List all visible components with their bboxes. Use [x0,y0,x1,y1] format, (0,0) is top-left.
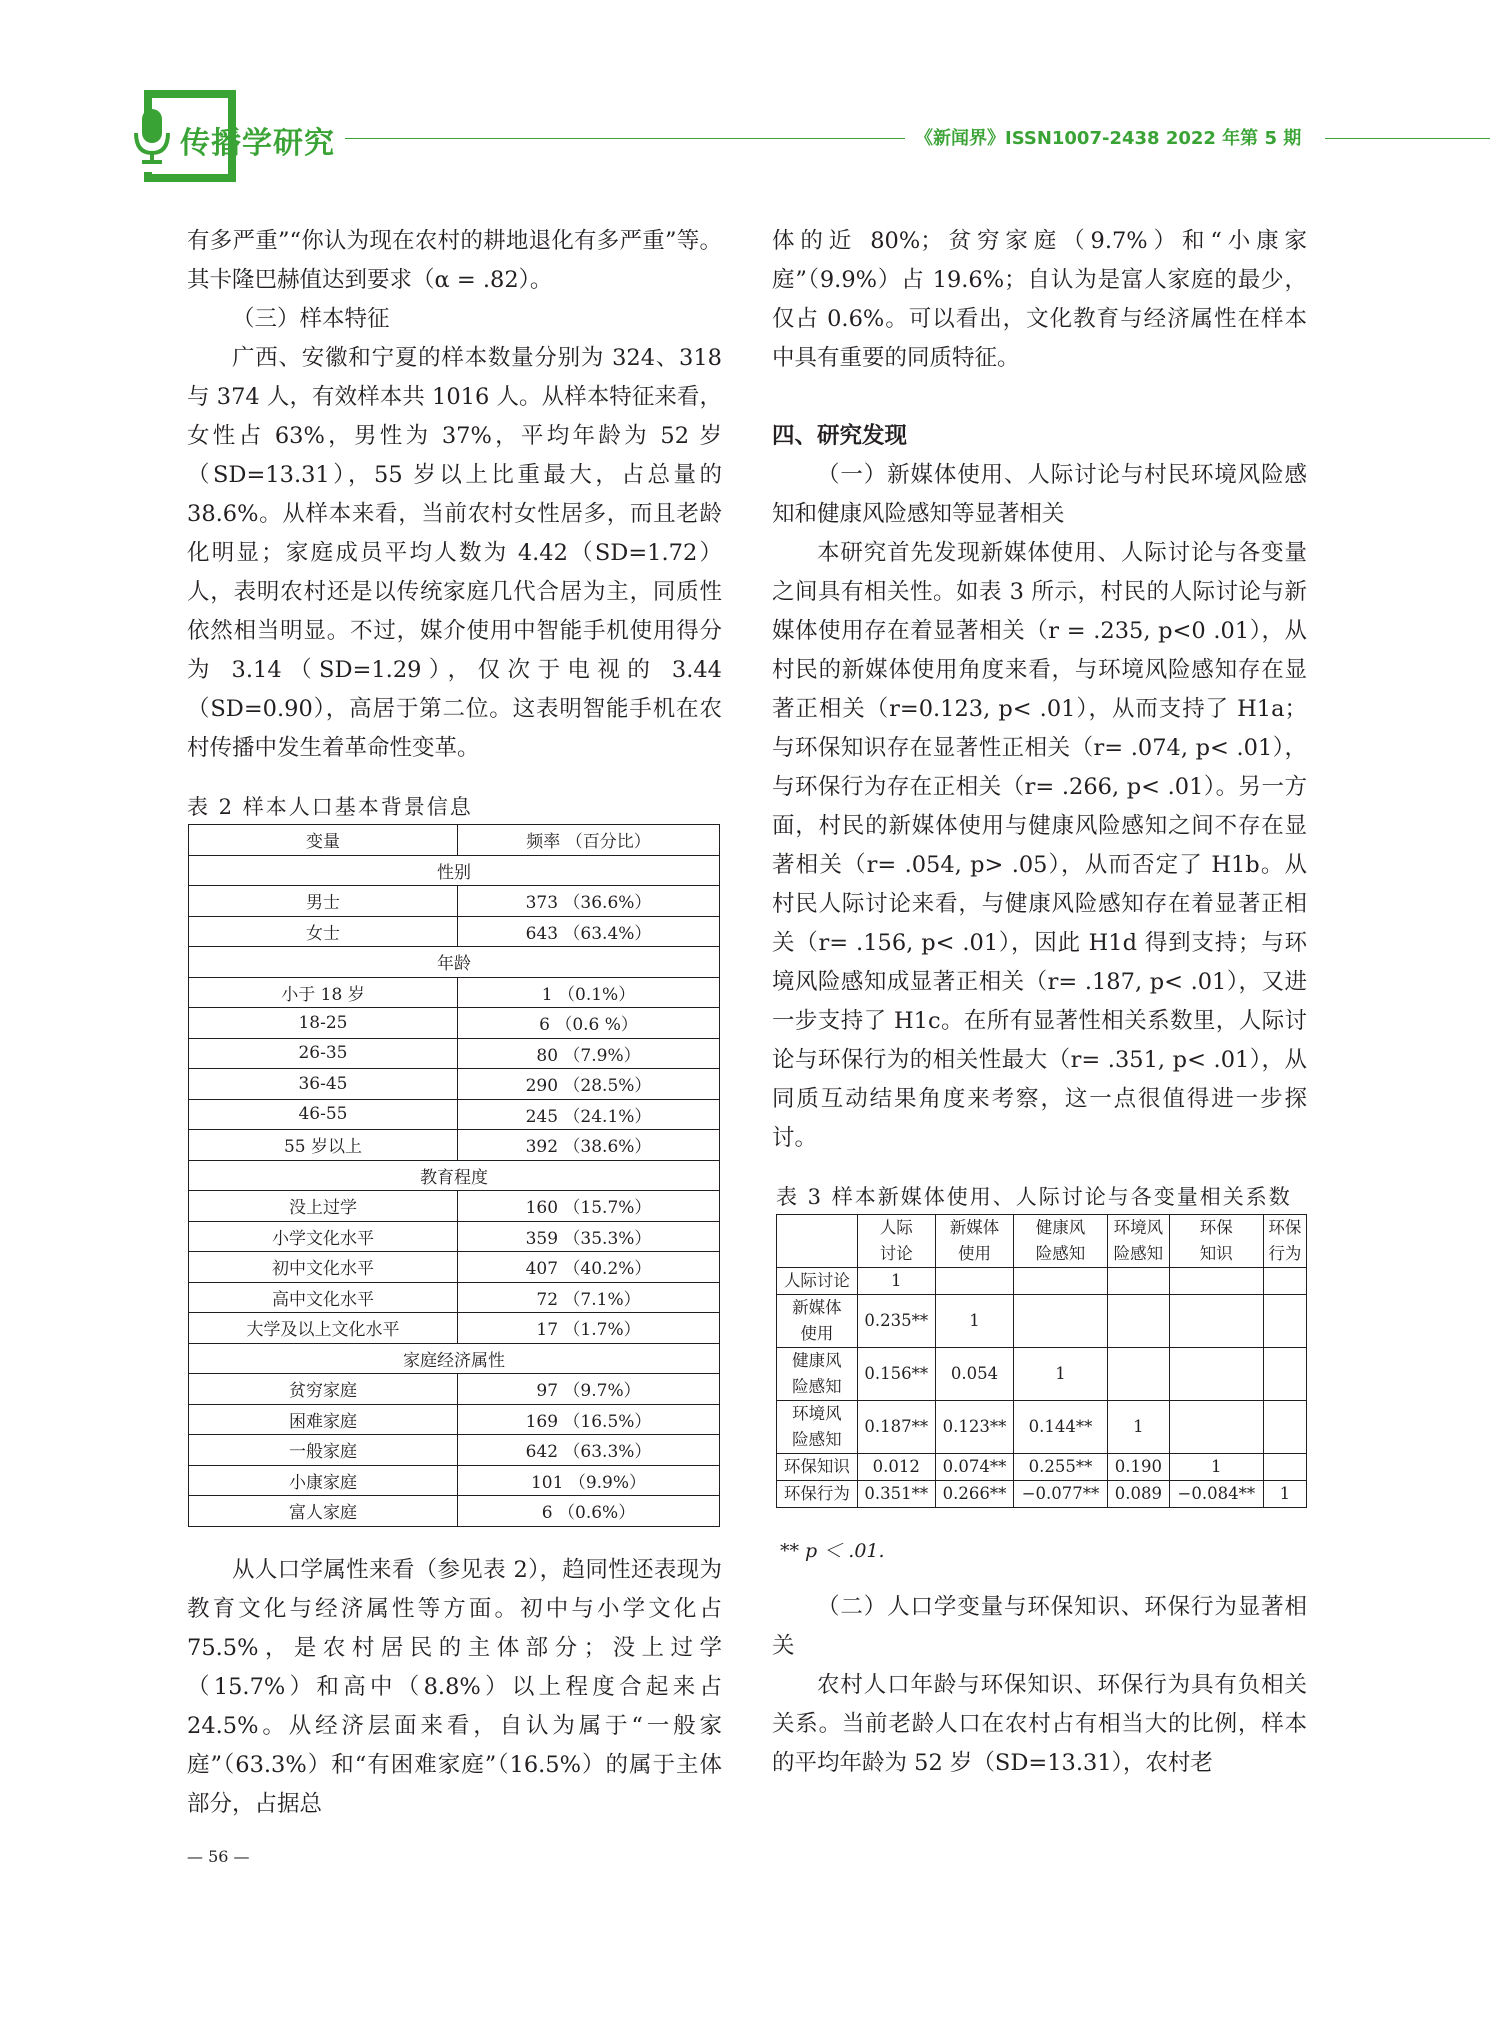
table-row [777,1401,1307,1454]
group-header-row [189,947,720,978]
row-label: 女士 [189,916,458,947]
journal-info: 《新闻界》ISSN1007-2438 2022 年第 5 期 [915,128,1302,149]
column-header: 频率 （百分比） [458,825,720,856]
row-value: 6 （0.6%） [458,1496,720,1527]
table-caption: 表 2 样本人口基本背景信息 [187,795,473,819]
correlation-cell: −0.077** [1014,1481,1108,1508]
row-label: 18-25 [189,1008,458,1039]
correlation-cell: 0.187** [857,1401,935,1454]
row-label: 没上过学 [189,1191,458,1222]
correlation-cell [1263,1401,1306,1454]
correlation-cell: 0.351** [857,1481,935,1508]
correlation-cell: 0.012 [857,1454,935,1481]
correlation-cell: 0.266** [935,1481,1013,1508]
table-header-row [189,825,720,856]
correlation-cell [1169,1348,1263,1401]
table-row [189,1008,720,1039]
correlation-cell [1107,1348,1169,1401]
table-row [189,916,720,947]
table-row [777,1348,1307,1401]
row-label: 小于 18 岁 [189,977,458,1008]
row-label: 困难家庭 [189,1404,458,1435]
row-label: 富人家庭 [189,1496,458,1527]
corner-cell [777,1215,858,1268]
column-header: 新媒体 使用 [935,1215,1013,1268]
correlation-cell: 0.144** [1014,1401,1108,1454]
row-label: 健康风 险感知 [777,1348,858,1401]
correlation-cell: 0.123** [935,1401,1013,1454]
row-value: 97 （9.7%） [458,1374,720,1405]
table-row [777,1295,1307,1348]
row-value: 407 （40.2%） [458,1252,720,1283]
correlation-cell: 1 [935,1295,1013,1348]
row-label: 初中文化水平 [189,1252,458,1283]
correlation-cell: 0.089 [1107,1481,1169,1508]
table-row [189,1374,720,1405]
row-label: 贫穷家庭 [189,1374,458,1405]
row-label: 小学文化水平 [189,1221,458,1252]
row-value: 643 （63.4%） [458,916,720,947]
group-title: 家庭经济属性 [189,1343,720,1374]
subheading: （一）新媒体使用、人际讨论与村民环境风险感知和健康风险感知等显著相关 [772,462,1307,527]
table-row [189,1282,720,1313]
row-value: 101 （9.9%） [458,1465,720,1496]
table-caption: 表 3 样本新媒体使用、人际讨论与各变量相关系数 [776,1185,1292,1209]
table-row [189,1191,720,1222]
table-row [189,1069,720,1100]
group-title: 年龄 [189,947,720,978]
column-header: 环保 知识 [1169,1215,1263,1268]
row-value: 160 （15.7%） [458,1191,720,1222]
group-header-row [189,855,720,886]
row-value: 373 （36.6%） [458,886,720,917]
row-label: 46-55 [189,1099,458,1130]
paragraph: 从人口学属性来看（参见表 2），趋同性还表现为教育文化与经济属性等方面。初中与小学文化占 75.5%，是农村居民的主体部分；没上过学（15.7%）和高中（8.8%）以上程度合起来占 24.5%。从经济层面来看，自认为属于“一般家庭”（63.3%）和“有困难家庭”（16.5%）的属于主体部分，占据总 [187,1557,722,1817]
row-value: 1 （0.1%） [458,977,720,1008]
left-column-lower [187,1551,722,1824]
row-label: 高中文化水平 [189,1282,458,1313]
table-row [189,1252,720,1283]
row-label: 环保行为 [777,1481,858,1508]
correlation-cell [1014,1268,1108,1295]
row-value: 72 （7.1%） [458,1282,720,1313]
correlation-cell: 1 [1014,1348,1108,1401]
correlation-cell [1107,1268,1169,1295]
row-value: 392 （38.6%） [458,1130,720,1161]
correlation-cell: 0.235** [857,1295,935,1348]
table-row [189,1465,720,1496]
row-label: 环境风 险感知 [777,1401,858,1454]
row-label: 环保知识 [777,1454,858,1481]
row-label: 新媒体 使用 [777,1295,858,1348]
correlation-cell: 1 [857,1268,935,1295]
row-value: 6 （0.6 %） [458,1008,720,1039]
section-title: 传播学研究 [180,126,335,161]
row-label: 大学及以上文化水平 [189,1313,458,1344]
header-rule-left [345,138,905,139]
correlation-cell [1169,1268,1263,1295]
header-rule-right [1325,138,1490,139]
table-row [189,1313,720,1344]
table-row [777,1454,1307,1481]
paragraph: 有多严重”“你认为现在农村的耕地退化有多严重”等。其卡隆巴赫值达到要求（α = .82）。 [187,228,722,293]
correlation-cell: 0.255** [1014,1454,1108,1481]
table-row [189,1435,720,1466]
correlation-cell: 0.190 [1107,1454,1169,1481]
paragraph: 体的近 80%；贫穷家庭（9.7%）和“小康家庭”（9.9%）占 19.6%；自认为是富人家庭的最少，仅占 0.6%。可以看出，文化教育与经济属性在样本中具有重要的同质特征。 [772,228,1307,371]
table-row [189,977,720,1008]
subheading: （二）人口学变量与环保知识、环保行为显著相关 [772,1594,1307,1659]
row-label: 人际讨论 [777,1268,858,1295]
column-header: 健康风 险感知 [1014,1215,1108,1268]
correlation-cell: 0.156** [857,1348,935,1401]
page-number: — 56 — [187,1847,250,1866]
row-label: 男士 [189,886,458,917]
row-value: 17 （1.7%） [458,1313,720,1344]
group-header-row [189,1160,720,1191]
section-heading: 四、研究发现 [772,423,908,449]
table-row [777,1481,1307,1508]
table-row [189,1404,720,1435]
correlation-cell [1014,1295,1108,1348]
table-row [189,1099,720,1130]
group-title: 教育程度 [189,1160,720,1191]
row-value: 80 （7.9%） [458,1038,720,1069]
table-row [189,1496,720,1527]
correlation-cell [1263,1268,1306,1295]
left-column-upper [187,222,722,768]
correlation-cell [1169,1295,1263,1348]
subheading: （三）样本特征 [232,306,390,332]
correlation-cell [1263,1295,1306,1348]
column-header: 人际 讨论 [857,1215,935,1268]
paragraph: 广西、安徽和宁夏的样本数量分别为 324、318 与 374 人，有效样本共 1016 人。从样本特征来看，女性占 63%，男性为 37%，平均年龄为 52 岁（SD=13.31），55 岁以上比重最大，占总量的 38.6%。从样本来看，当前农村女性居多，而且老龄化明显；家庭成员平均人数为 4.42（SD=1.72）人，表明农村还是以传统家庭几代合居为主，同质性依然相当明显。不过，媒介使用中智能手机使用得分为 3.14（SD=1.29），仅次于电视的 3.44（SD=0.90），高居于第二位。这表明智能手机在农村传播中发生着革命性变革。 [187,345,722,761]
right-column [772,222,1307,1158]
row-value: 169 （16.5%） [458,1404,720,1435]
correlation-cell [1263,1348,1306,1401]
row-value: 642 （63.3%） [458,1435,720,1466]
microphone-icon [133,107,171,165]
group-header-row [189,1343,720,1374]
row-label: 小康家庭 [189,1465,458,1496]
paragraph: 本研究首先发现新媒体使用、人际讨论与各变量之间具有相关性。如表 3 所示，村民的人际讨论与新媒体使用存在着显著相关（r = .235, p<0 .01），从村民的新媒体使用角度来看，与环境风险感知存在显著正相关（r=0.123, p< .01），从而支持了 H1a；与环保知识存在显著性正相关（r= .074, p< .01），与环保行为存在正相关（r= .266, p< .01）。另一方面，村民的新媒体使用与健康风险感知之间不存在显著相关（r= .054, p> .05），从而否定了 H1b。从村民人际讨论来看，与健康风险感知存在着显著正相关（r= .156, p< .01），因此 H1d 得到支持；与环境风险感知成显著正相关（r= .187, p< .01），又进一步支持了 H1c。在所有显著性相关系数里，人际讨论与环保行为的相关性最大（r= .351, p< .01），从同质互动结果角度来考察，这一点很值得进一步探讨。 [772,540,1307,1151]
row-value: 290 （28.5%） [458,1069,720,1100]
correlation-cell [1263,1454,1306,1481]
row-label: 36-45 [189,1069,458,1100]
column-header: 变量 [189,825,458,856]
correlation-cell: 0.054 [935,1348,1013,1401]
row-label: 26-35 [189,1038,458,1069]
column-header: 环保 行为 [1263,1215,1306,1268]
column-header: 环境风 险感知 [1107,1215,1169,1268]
paragraph: 农村人口年龄与环保知识、环保行为具有负相关关系。当前老龄人口在农村占有相当大的比例，样本的平均年龄为 52 岁（SD=13.31），农村老 [772,1672,1307,1776]
group-title: 性别 [189,855,720,886]
table-row [777,1268,1307,1295]
table-note: ** p ＜ .01. [780,1540,885,1562]
correlation-cell [935,1268,1013,1295]
correlation-cell: −0.084** [1169,1481,1263,1508]
correlation-cell: 0.074** [935,1454,1013,1481]
table-row [189,1130,720,1161]
correlation-cell [1107,1295,1169,1348]
correlation-cell: 1 [1107,1401,1169,1454]
correlation-cell: 1 [1169,1454,1263,1481]
demographics-table [188,824,720,1527]
table-row [189,1038,720,1069]
right-column-lower [772,1588,1307,1783]
row-label: 55 岁以上 [189,1130,458,1161]
correlation-table [776,1214,1307,1508]
table-header-row [777,1215,1307,1268]
table-row [189,1221,720,1252]
row-value: 359 （35.3%） [458,1221,720,1252]
table-row [189,886,720,917]
correlation-cell [1169,1401,1263,1454]
correlation-cell: 1 [1263,1481,1306,1508]
row-label: 一般家庭 [189,1435,458,1466]
row-value: 245 （24.1%） [458,1099,720,1130]
